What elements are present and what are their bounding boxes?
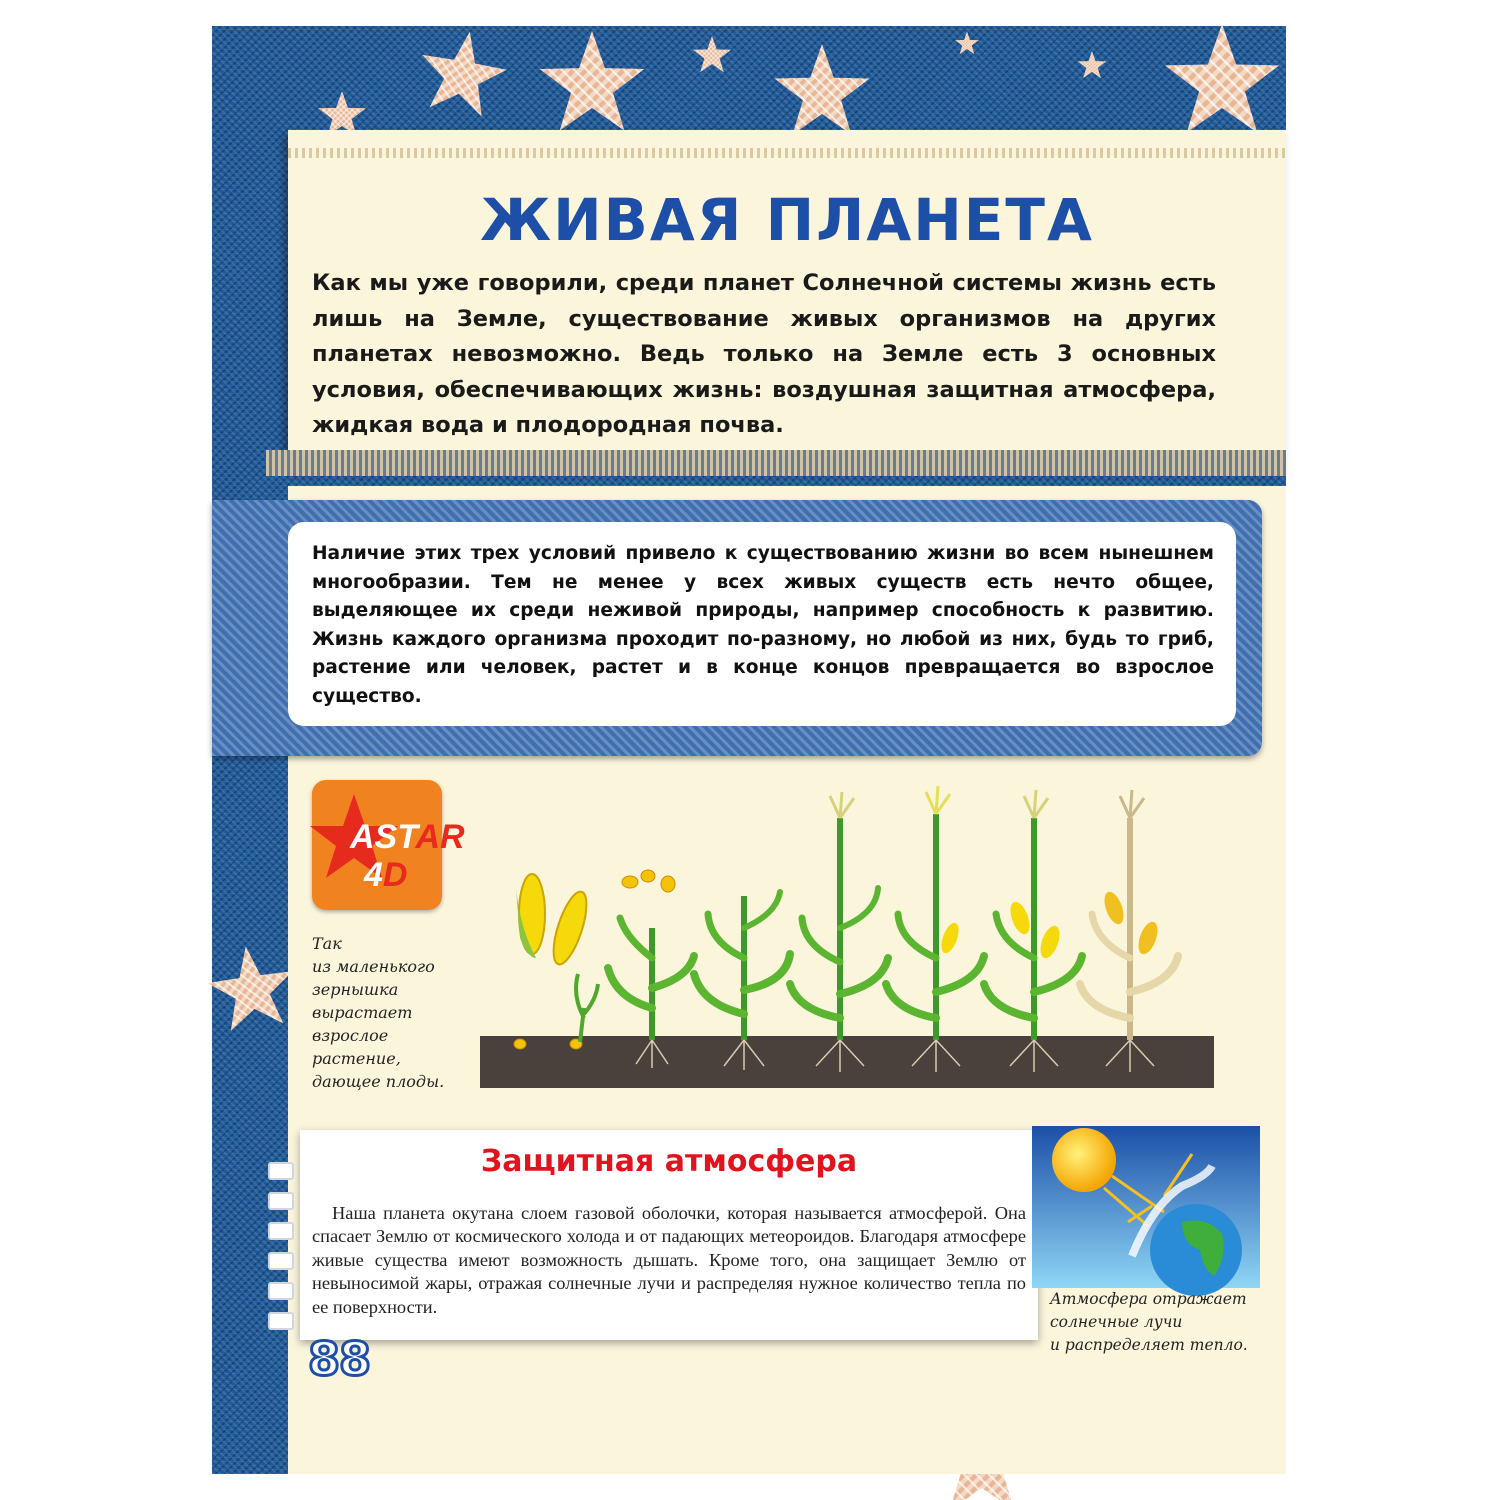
binder-ring (268, 1192, 294, 1210)
logo-text-4: 4 (364, 856, 383, 894)
binder-ring (268, 1162, 294, 1180)
star-icon (1078, 51, 1107, 78)
svg-text:4D (363, 856, 407, 894)
highlight-paragraph: Наличие этих трех условий привело к существованию жизни во всем нынешнем многообразии. Тем не менее у всех живых существ есть нечто общее, выделяющее их среди неживой природы, например способность к развитию. Жизнь каждого организма проходит по-разному, но любой из них, будь то гриб, растение или человек, растет и в конце концов превращается во взрослое существо. (312, 543, 1214, 707)
page-number: 88 (308, 1332, 371, 1386)
star-icon (774, 44, 869, 135)
corn-plant-icon (608, 918, 694, 1040)
star-icon (413, 24, 512, 119)
corn-growth-illustration (480, 778, 1216, 1094)
earth-icon (1150, 1204, 1242, 1296)
soil-strip (480, 1036, 1214, 1088)
logo-text-d: D (382, 856, 408, 894)
section-title: Защитная атмосфера (480, 1144, 858, 1179)
corn-cob-icon (516, 874, 593, 968)
atmosphere-paragraph: Наша планета окутана слоем газовой оболочки, которая называется атмосферой. Она спасает Землю от космического холода и от падающих метеороидов. Благодаря атмосфере живые существа имеют возможность дышать. Кроме того, она защищает Землю от невыносимой жары, отражая солнечные лучи и распределяя нужное количество тепла по ее поверхности. (312, 1203, 1026, 1317)
atmosphere-caption: Атмосфера отражает солнечные лучи и распределяет тепло. (1050, 1290, 1248, 1354)
dry-corn-plant-icon (1080, 790, 1178, 1040)
stitch-line (288, 148, 1286, 158)
growth-caption: Так из маленького зернышка вырастает взрослое растение, дающее плоды. (312, 934, 445, 1091)
binder-ring (268, 1222, 294, 1240)
binder-ring (268, 1282, 294, 1300)
corn-plant-icon (694, 892, 790, 1040)
star-icon (312, 780, 465, 910)
star-icon (1165, 24, 1279, 133)
star-icon (693, 36, 731, 72)
sprout-icon (576, 974, 598, 1042)
sun-icon (1052, 1128, 1116, 1192)
star-icon (955, 32, 979, 55)
denim-page (212, 26, 1286, 1474)
zipper-divider (266, 450, 1286, 476)
binder-ring (268, 1252, 294, 1270)
logo-text-ar: AR (415, 818, 465, 856)
svg-text:ASTAR (349, 818, 465, 856)
star-icon (203, 940, 299, 1033)
astar-4d-logo[interactable] (312, 780, 465, 910)
intro-paragraph: Как мы уже говорили, среди планет Солнечной системы жизнь есть лишь на Земле, существование живых организмов на других планетах невозможно. Ведь только на Земле есть 3 основных условия, обеспечивающих жизнь: воздушная защитная атмосфера, жидкая вода и плодородная почва. (312, 270, 1216, 438)
atmosphere-illustration (1032, 1126, 1260, 1288)
corn-plant-icon (790, 792, 888, 1040)
page-title: ЖИВАЯ ПЛАНЕТА (480, 186, 1094, 254)
binder-ring (268, 1312, 294, 1330)
corn-plant-icon (886, 786, 984, 1040)
star-icon (540, 31, 645, 131)
corn-plant-icon (984, 790, 1082, 1040)
logo-text-ast: AST (350, 818, 416, 856)
